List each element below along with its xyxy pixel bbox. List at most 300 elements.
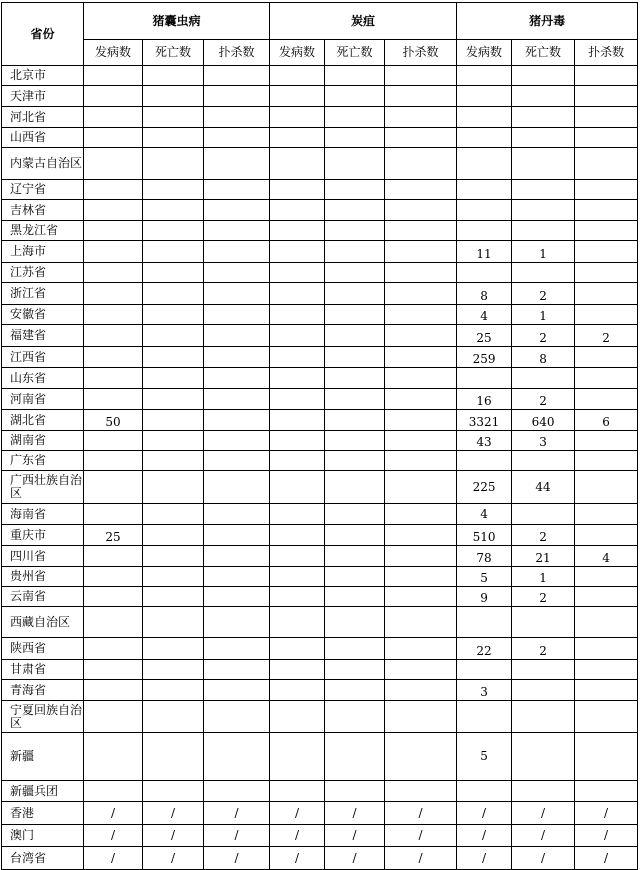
cell-erysipelas-cases: 3321 bbox=[457, 410, 512, 431]
cell-cysticercosis-cases bbox=[84, 128, 143, 148]
cell-anthrax-cases bbox=[270, 325, 325, 347]
cell-cysticercosis-deaths bbox=[143, 781, 204, 802]
province-name: 内蒙古自治区 bbox=[2, 148, 84, 180]
cell-erysipelas-deaths: 2 bbox=[512, 325, 575, 347]
province-name: 安徽省 bbox=[2, 305, 84, 325]
cell-cysticercosis-deaths bbox=[143, 148, 204, 180]
sub-header-cases: 发病数 bbox=[457, 40, 512, 66]
cell-erysipelas-cases: 5 bbox=[457, 733, 512, 781]
cell-anthrax-cases bbox=[270, 200, 325, 221]
header-row-subs bbox=[2, 40, 638, 66]
cell-anthrax-cases bbox=[270, 431, 325, 451]
cell-cysticercosis-cases bbox=[84, 221, 143, 241]
cell-anthrax-cases bbox=[270, 451, 325, 471]
province-name: 重庆市 bbox=[2, 525, 84, 546]
cell-anthrax-deaths bbox=[325, 241, 385, 263]
cell-cysticercosis-deaths bbox=[143, 368, 204, 389]
cell-cysticercosis-cases bbox=[84, 471, 143, 504]
cell-cysticercosis-culled bbox=[204, 546, 270, 567]
cell-erysipelas-cases: 4 bbox=[457, 504, 512, 525]
table-row bbox=[2, 410, 638, 431]
table-row bbox=[2, 148, 638, 180]
cell-erysipelas-cases bbox=[457, 128, 512, 148]
cell-erysipelas-culled bbox=[575, 525, 638, 546]
cell-anthrax-culled bbox=[385, 567, 457, 587]
cell-cysticercosis-deaths bbox=[143, 451, 204, 471]
cell-erysipelas-deaths: 2 bbox=[512, 525, 575, 546]
cell-erysipelas-cases: 259 bbox=[457, 347, 512, 368]
table-row bbox=[2, 283, 638, 305]
cell-anthrax-deaths bbox=[325, 701, 385, 733]
cell-erysipelas-cases: 225 bbox=[457, 471, 512, 504]
cell-cysticercosis-cases bbox=[84, 660, 143, 680]
cell-erysipelas-culled bbox=[575, 781, 638, 802]
cell-cysticercosis-deaths bbox=[143, 180, 204, 200]
cell-erysipelas-cases: 510 bbox=[457, 525, 512, 546]
table-body bbox=[2, 66, 638, 870]
province-name: 西藏自治区 bbox=[2, 607, 84, 638]
province-name: 山西省 bbox=[2, 128, 84, 148]
cell-erysipelas-cases bbox=[457, 200, 512, 221]
cell-cysticercosis-deaths bbox=[143, 567, 204, 587]
cell-cysticercosis-culled bbox=[204, 410, 270, 431]
cell-erysipelas-deaths bbox=[512, 607, 575, 638]
cell-anthrax-culled bbox=[385, 504, 457, 525]
cell-cysticercosis-culled bbox=[204, 148, 270, 180]
cell-erysipelas-cases: 43 bbox=[457, 431, 512, 451]
cell-cysticercosis-deaths bbox=[143, 504, 204, 525]
cell-erysipelas-culled bbox=[575, 305, 638, 325]
cell-cysticercosis-culled bbox=[204, 781, 270, 802]
cell-cysticercosis-cases bbox=[84, 607, 143, 638]
province-name: 湖北省 bbox=[2, 410, 84, 431]
province-name: 云南省 bbox=[2, 587, 84, 607]
cell-cysticercosis-deaths bbox=[143, 587, 204, 607]
cell-erysipelas-culled bbox=[575, 128, 638, 148]
cell-anthrax-culled bbox=[385, 305, 457, 325]
cell-anthrax-cases bbox=[270, 680, 325, 701]
cell-anthrax-cases bbox=[270, 607, 325, 638]
cell-anthrax-culled bbox=[385, 66, 457, 86]
province-name: 福建省 bbox=[2, 325, 84, 347]
cell-erysipelas-cases bbox=[457, 66, 512, 86]
cell-anthrax-culled bbox=[385, 410, 457, 431]
sub-header-deaths: 死亡数 bbox=[325, 40, 385, 66]
cell-erysipelas-cases: / bbox=[457, 825, 512, 847]
table-row bbox=[2, 781, 638, 802]
cell-erysipelas-deaths bbox=[512, 504, 575, 525]
province-name: 黑龙江省 bbox=[2, 221, 84, 241]
cell-erysipelas-culled bbox=[575, 567, 638, 587]
cell-cysticercosis-deaths bbox=[143, 283, 204, 305]
cell-cysticercosis-cases bbox=[84, 451, 143, 471]
cell-anthrax-culled bbox=[385, 107, 457, 128]
table-row bbox=[2, 305, 638, 325]
cell-anthrax-deaths bbox=[325, 410, 385, 431]
table-row bbox=[2, 86, 638, 107]
group-header-erysipelas: 猪丹毒 bbox=[457, 3, 638, 40]
cell-cysticercosis-culled bbox=[204, 587, 270, 607]
province-name: 湖南省 bbox=[2, 431, 84, 451]
cell-cysticercosis-culled bbox=[204, 107, 270, 128]
cell-anthrax-cases bbox=[270, 781, 325, 802]
cell-anthrax-cases bbox=[270, 638, 325, 660]
cell-anthrax-deaths bbox=[325, 347, 385, 368]
cell-anthrax-culled: / bbox=[385, 802, 457, 825]
cell-anthrax-culled bbox=[385, 86, 457, 107]
cell-erysipelas-cases bbox=[457, 107, 512, 128]
cell-erysipelas-deaths bbox=[512, 263, 575, 283]
cell-erysipelas-deaths: 1 bbox=[512, 567, 575, 587]
cell-erysipelas-culled bbox=[575, 241, 638, 263]
table-row bbox=[2, 347, 638, 368]
cell-cysticercosis-cases bbox=[84, 546, 143, 567]
province-name: 上海市 bbox=[2, 241, 84, 263]
cell-erysipelas-deaths bbox=[512, 200, 575, 221]
cell-cysticercosis-culled bbox=[204, 567, 270, 587]
cell-anthrax-deaths: / bbox=[325, 825, 385, 847]
cell-cysticercosis-culled bbox=[204, 241, 270, 263]
cell-cysticercosis-culled bbox=[204, 680, 270, 701]
cell-cysticercosis-culled bbox=[204, 638, 270, 660]
cell-cysticercosis-cases bbox=[84, 305, 143, 325]
cell-erysipelas-cases bbox=[457, 86, 512, 107]
cell-erysipelas-deaths bbox=[512, 733, 575, 781]
cell-cysticercosis-cases: 50 bbox=[84, 410, 143, 431]
cell-anthrax-cases bbox=[270, 180, 325, 200]
cell-cysticercosis-culled bbox=[204, 431, 270, 451]
cell-cysticercosis-cases bbox=[84, 200, 143, 221]
cell-anthrax-deaths: / bbox=[325, 847, 385, 870]
cell-cysticercosis-culled bbox=[204, 389, 270, 410]
cell-anthrax-culled bbox=[385, 200, 457, 221]
cell-cysticercosis-cases bbox=[84, 86, 143, 107]
cell-erysipelas-deaths bbox=[512, 180, 575, 200]
cell-erysipelas-deaths: 3 bbox=[512, 431, 575, 451]
cell-erysipelas-culled bbox=[575, 389, 638, 410]
province-name: 天津市 bbox=[2, 86, 84, 107]
cell-cysticercosis-cases bbox=[84, 368, 143, 389]
province-name: 江苏省 bbox=[2, 263, 84, 283]
cell-anthrax-culled bbox=[385, 607, 457, 638]
cell-anthrax-deaths bbox=[325, 305, 385, 325]
province-name: 四川省 bbox=[2, 546, 84, 567]
cell-cysticercosis-culled bbox=[204, 305, 270, 325]
cell-cysticercosis-culled: / bbox=[204, 825, 270, 847]
province-name: 陕西省 bbox=[2, 638, 84, 660]
table-row bbox=[2, 368, 638, 389]
header-row-groups bbox=[2, 3, 638, 40]
group-header-anthrax: 炭疽 bbox=[270, 3, 457, 40]
cell-anthrax-cases bbox=[270, 701, 325, 733]
cell-erysipelas-cases bbox=[457, 368, 512, 389]
cell-anthrax-deaths bbox=[325, 471, 385, 504]
cell-erysipelas-culled bbox=[575, 66, 638, 86]
cell-cysticercosis-culled: / bbox=[204, 802, 270, 825]
cell-anthrax-deaths bbox=[325, 148, 385, 180]
cell-erysipelas-culled bbox=[575, 180, 638, 200]
cell-anthrax-deaths bbox=[325, 781, 385, 802]
cell-erysipelas-culled bbox=[575, 471, 638, 504]
province-name: 河北省 bbox=[2, 107, 84, 128]
cell-anthrax-cases: / bbox=[270, 847, 325, 870]
cell-cysticercosis-cases bbox=[84, 107, 143, 128]
cell-erysipelas-culled bbox=[575, 86, 638, 107]
cell-anthrax-cases: / bbox=[270, 802, 325, 825]
cell-anthrax-cases bbox=[270, 567, 325, 587]
sub-header-deaths: 死亡数 bbox=[512, 40, 575, 66]
table-row bbox=[2, 504, 638, 525]
cell-cysticercosis-culled bbox=[204, 368, 270, 389]
cell-cysticercosis-culled bbox=[204, 451, 270, 471]
cell-erysipelas-culled bbox=[575, 283, 638, 305]
province-column-header: 省份 bbox=[2, 3, 84, 66]
cell-cysticercosis-deaths bbox=[143, 733, 204, 781]
cell-cysticercosis-culled bbox=[204, 283, 270, 305]
cell-erysipelas-deaths: 2 bbox=[512, 587, 575, 607]
cell-erysipelas-cases: 25 bbox=[457, 325, 512, 347]
cell-cysticercosis-deaths bbox=[143, 241, 204, 263]
table-row bbox=[2, 638, 638, 660]
cell-cysticercosis-deaths: / bbox=[143, 847, 204, 870]
cell-cysticercosis-cases bbox=[84, 733, 143, 781]
cell-anthrax-cases bbox=[270, 263, 325, 283]
cell-erysipelas-deaths: 2 bbox=[512, 283, 575, 305]
cell-erysipelas-cases: 5 bbox=[457, 567, 512, 587]
cell-anthrax-deaths bbox=[325, 128, 385, 148]
province-name: 广东省 bbox=[2, 451, 84, 471]
cell-cysticercosis-deaths bbox=[143, 347, 204, 368]
cell-cysticercosis-culled bbox=[204, 525, 270, 546]
cell-erysipelas-cases bbox=[457, 180, 512, 200]
cell-cysticercosis-deaths bbox=[143, 546, 204, 567]
cell-anthrax-deaths bbox=[325, 638, 385, 660]
cell-cysticercosis-deaths bbox=[143, 660, 204, 680]
cell-erysipelas-culled bbox=[575, 107, 638, 128]
cell-cysticercosis-culled bbox=[204, 701, 270, 733]
cell-erysipelas-deaths bbox=[512, 781, 575, 802]
table-row bbox=[2, 567, 638, 587]
cell-cysticercosis-cases bbox=[84, 587, 143, 607]
cell-cysticercosis-cases bbox=[84, 325, 143, 347]
table-row bbox=[2, 221, 638, 241]
cell-erysipelas-deaths: 44 bbox=[512, 471, 575, 504]
cell-cysticercosis-deaths bbox=[143, 128, 204, 148]
table-row bbox=[2, 66, 638, 86]
cell-anthrax-cases bbox=[270, 733, 325, 781]
province-name: 新疆兵团 bbox=[2, 781, 84, 802]
table-row bbox=[2, 660, 638, 680]
cell-erysipelas-deaths: / bbox=[512, 802, 575, 825]
cell-erysipelas-deaths bbox=[512, 368, 575, 389]
province-name: 青海省 bbox=[2, 680, 84, 701]
cell-anthrax-cases bbox=[270, 587, 325, 607]
cell-anthrax-cases bbox=[270, 546, 325, 567]
cell-erysipelas-culled: 4 bbox=[575, 546, 638, 567]
cell-erysipelas-cases bbox=[457, 701, 512, 733]
cell-erysipelas-culled bbox=[575, 587, 638, 607]
table-row bbox=[2, 107, 638, 128]
cell-anthrax-deaths bbox=[325, 368, 385, 389]
cell-anthrax-cases: / bbox=[270, 825, 325, 847]
cell-anthrax-culled: / bbox=[385, 847, 457, 870]
cell-anthrax-deaths bbox=[325, 221, 385, 241]
table-row bbox=[2, 802, 638, 825]
cell-erysipelas-culled bbox=[575, 148, 638, 180]
cell-erysipelas-cases bbox=[457, 263, 512, 283]
disease-statistics-table bbox=[1, 2, 638, 870]
cell-erysipelas-culled bbox=[575, 221, 638, 241]
cell-cysticercosis-culled bbox=[204, 660, 270, 680]
cell-cysticercosis-culled bbox=[204, 221, 270, 241]
cell-erysipelas-deaths bbox=[512, 680, 575, 701]
cell-cysticercosis-deaths bbox=[143, 701, 204, 733]
cell-cysticercosis-cases: / bbox=[84, 802, 143, 825]
table-row bbox=[2, 525, 638, 546]
sub-header-culled: 扑杀数 bbox=[204, 40, 270, 66]
cell-anthrax-deaths bbox=[325, 107, 385, 128]
cell-cysticercosis-cases bbox=[84, 66, 143, 86]
province-name: 澳门 bbox=[2, 825, 84, 847]
cell-anthrax-cases bbox=[270, 389, 325, 410]
cell-anthrax-deaths bbox=[325, 389, 385, 410]
province-name: 贵州省 bbox=[2, 567, 84, 587]
table-row bbox=[2, 825, 638, 847]
cell-anthrax-culled bbox=[385, 148, 457, 180]
cell-anthrax-culled bbox=[385, 701, 457, 733]
cell-erysipelas-deaths bbox=[512, 148, 575, 180]
table-header bbox=[2, 3, 638, 66]
cell-cysticercosis-deaths bbox=[143, 305, 204, 325]
cell-anthrax-culled bbox=[385, 325, 457, 347]
cell-anthrax-culled bbox=[385, 283, 457, 305]
cell-anthrax-culled bbox=[385, 431, 457, 451]
province-name: 江西省 bbox=[2, 347, 84, 368]
cell-anthrax-culled bbox=[385, 221, 457, 241]
cell-erysipelas-culled bbox=[575, 347, 638, 368]
cell-cysticercosis-cases bbox=[84, 638, 143, 660]
table-row bbox=[2, 389, 638, 410]
cell-anthrax-culled bbox=[385, 525, 457, 546]
cell-anthrax-cases bbox=[270, 410, 325, 431]
cell-anthrax-culled bbox=[385, 733, 457, 781]
cell-cysticercosis-culled bbox=[204, 607, 270, 638]
cell-erysipelas-cases bbox=[457, 221, 512, 241]
cell-anthrax-culled bbox=[385, 263, 457, 283]
cell-cysticercosis-culled bbox=[204, 180, 270, 200]
cell-anthrax-deaths bbox=[325, 607, 385, 638]
cell-erysipelas-culled: / bbox=[575, 802, 638, 825]
cell-erysipelas-culled: 2 bbox=[575, 325, 638, 347]
cell-erysipelas-culled: 6 bbox=[575, 410, 638, 431]
cell-erysipelas-culled bbox=[575, 638, 638, 660]
province-name: 浙江省 bbox=[2, 283, 84, 305]
province-name: 北京市 bbox=[2, 66, 84, 86]
cell-cysticercosis-cases bbox=[84, 283, 143, 305]
cell-anthrax-deaths bbox=[325, 180, 385, 200]
cell-anthrax-culled bbox=[385, 451, 457, 471]
table-row bbox=[2, 733, 638, 781]
table-row bbox=[2, 263, 638, 283]
cell-anthrax-deaths bbox=[325, 504, 385, 525]
cell-anthrax-culled bbox=[385, 128, 457, 148]
cell-erysipelas-cases: 22 bbox=[457, 638, 512, 660]
cell-erysipelas-deaths: 1 bbox=[512, 305, 575, 325]
sub-header-cases: 发病数 bbox=[84, 40, 143, 66]
table-row bbox=[2, 241, 638, 263]
cell-anthrax-cases bbox=[270, 471, 325, 504]
cell-erysipelas-culled bbox=[575, 701, 638, 733]
cell-cysticercosis-deaths bbox=[143, 525, 204, 546]
cell-cysticercosis-cases bbox=[84, 389, 143, 410]
cell-anthrax-cases bbox=[270, 660, 325, 680]
cell-anthrax-culled bbox=[385, 781, 457, 802]
table-row bbox=[2, 180, 638, 200]
cell-cysticercosis-deaths bbox=[143, 431, 204, 451]
cell-erysipelas-culled bbox=[575, 660, 638, 680]
cell-anthrax-cases bbox=[270, 107, 325, 128]
cell-anthrax-culled: / bbox=[385, 825, 457, 847]
cell-erysipelas-deaths: / bbox=[512, 847, 575, 870]
cell-cysticercosis-deaths bbox=[143, 607, 204, 638]
cell-erysipelas-cases: 11 bbox=[457, 241, 512, 263]
cell-anthrax-deaths: / bbox=[325, 802, 385, 825]
cell-cysticercosis-deaths bbox=[143, 263, 204, 283]
cell-erysipelas-deaths: 8 bbox=[512, 347, 575, 368]
cell-anthrax-cases bbox=[270, 347, 325, 368]
cell-anthrax-deaths bbox=[325, 86, 385, 107]
province-name: 山东省 bbox=[2, 368, 84, 389]
cell-cysticercosis-cases: 25 bbox=[84, 525, 143, 546]
table-row bbox=[2, 200, 638, 221]
cell-cysticercosis-culled bbox=[204, 128, 270, 148]
cell-erysipelas-culled bbox=[575, 200, 638, 221]
cell-anthrax-deaths bbox=[325, 325, 385, 347]
cell-cysticercosis-deaths bbox=[143, 200, 204, 221]
cell-anthrax-cases bbox=[270, 283, 325, 305]
cell-erysipelas-cases bbox=[457, 607, 512, 638]
cell-anthrax-deaths bbox=[325, 546, 385, 567]
cell-cysticercosis-deaths bbox=[143, 325, 204, 347]
cell-anthrax-culled bbox=[385, 546, 457, 567]
cell-anthrax-deaths bbox=[325, 283, 385, 305]
cell-cysticercosis-cases: / bbox=[84, 847, 143, 870]
cell-cysticercosis-deaths bbox=[143, 389, 204, 410]
cell-erysipelas-cases: / bbox=[457, 847, 512, 870]
cell-anthrax-deaths bbox=[325, 680, 385, 701]
table-row bbox=[2, 680, 638, 701]
cell-erysipelas-cases bbox=[457, 660, 512, 680]
province-name: 香港 bbox=[2, 802, 84, 825]
cell-anthrax-culled bbox=[385, 680, 457, 701]
province-name: 海南省 bbox=[2, 504, 84, 525]
cell-anthrax-culled bbox=[385, 660, 457, 680]
cell-anthrax-cases bbox=[270, 148, 325, 180]
cell-anthrax-culled bbox=[385, 389, 457, 410]
cell-anthrax-deaths bbox=[325, 66, 385, 86]
cell-cysticercosis-cases: / bbox=[84, 825, 143, 847]
cell-erysipelas-deaths: 1 bbox=[512, 241, 575, 263]
province-name: 辽宁省 bbox=[2, 180, 84, 200]
cell-erysipelas-cases bbox=[457, 148, 512, 180]
cell-erysipelas-culled bbox=[575, 368, 638, 389]
cell-cysticercosis-cases bbox=[84, 680, 143, 701]
cell-erysipelas-culled bbox=[575, 263, 638, 283]
table-row bbox=[2, 587, 638, 607]
cell-erysipelas-deaths bbox=[512, 660, 575, 680]
cell-cysticercosis-cases bbox=[84, 180, 143, 200]
cell-anthrax-culled bbox=[385, 638, 457, 660]
